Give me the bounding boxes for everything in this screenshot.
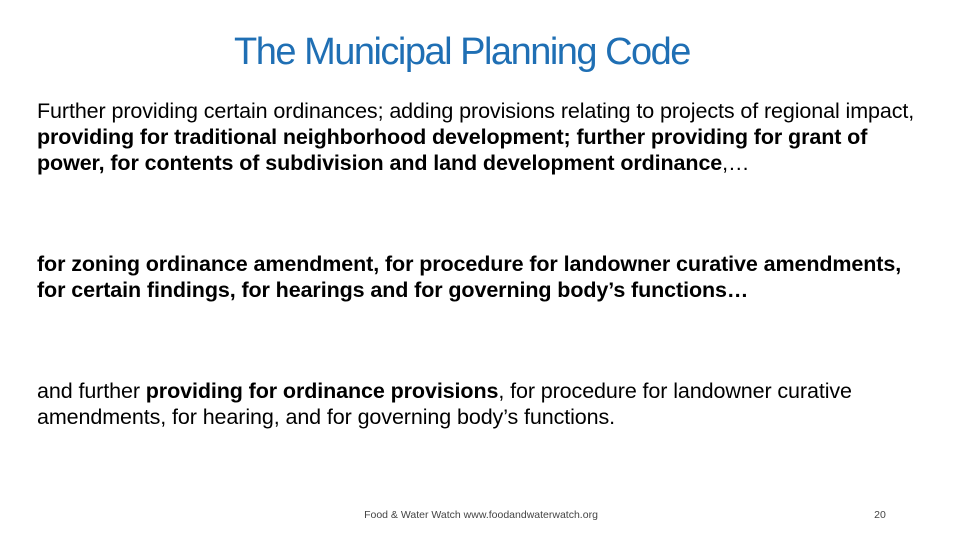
- paragraph-1-segment-1: Further providing certain ordinances; adding provisions relating to projects of regional impact,: [37, 99, 915, 123]
- page-number: 20: [874, 509, 886, 521]
- paragraph-1-segment-2: providing for traditional neighborhood development; further providing for grant of power, for contents of subdivision and land development ordinance: [37, 125, 868, 175]
- paragraph-1-segment-3: ,…: [722, 151, 750, 175]
- paragraph-3: [37, 378, 917, 430]
- paragraph-3-segment-1: and further: [37, 379, 146, 403]
- slide-title: The Municipal Planning Code: [234, 31, 690, 73]
- paragraph-1: [37, 98, 917, 176]
- paragraph-2: [37, 251, 917, 303]
- paragraph-3-segment-2: providing for ordinance provisions: [145, 379, 499, 403]
- paragraph-2-segment-1: for zoning ordinance amendment, for procedure for landowner curative amendments, for certain findings, for hearings and for governing body’s functions…: [37, 252, 902, 302]
- slide-footer: Food & Water Watch www.foodandwaterwatch.org: [364, 509, 598, 521]
- paragraph-3-segment-3: , for procedure for landowner curative amendments, for hearing, and for governing body’s functions.: [37, 379, 852, 429]
